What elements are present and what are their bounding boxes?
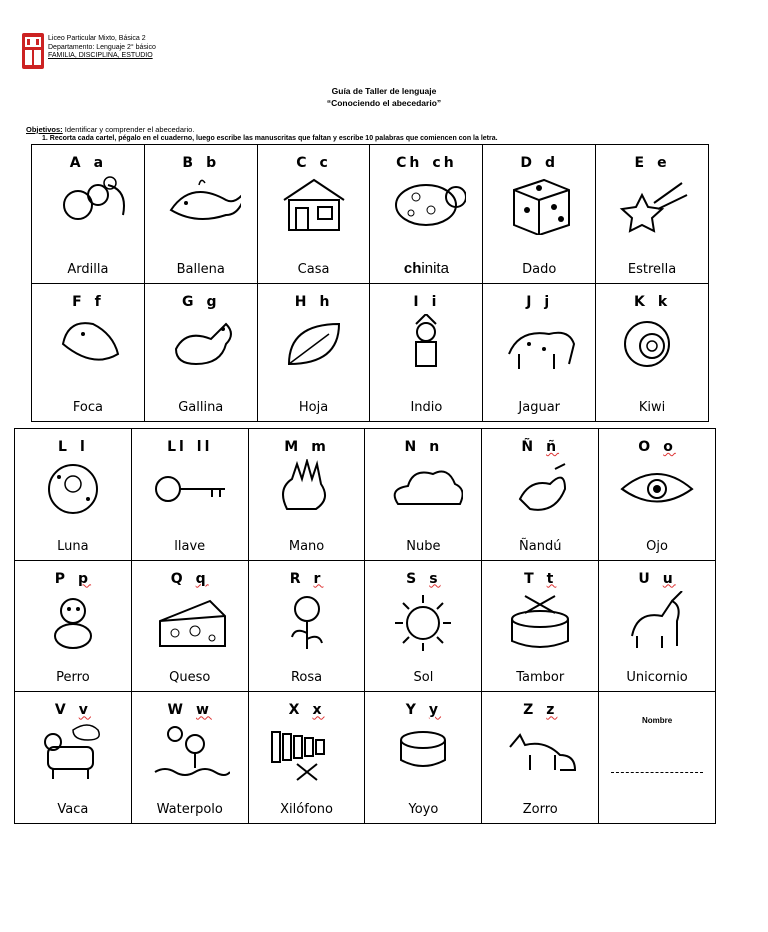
dice-icon: [499, 175, 579, 235]
alphabet-card: [370, 283, 483, 422]
lowercase-letter: p: [78, 570, 92, 587]
card-word: Kiwi: [638, 400, 666, 415]
alphabet-card: [131, 429, 248, 561]
card-word: Waterpolo: [156, 802, 223, 817]
uppercase-letter: C: [296, 155, 310, 171]
instruction: 1. Recorta cada cartel, pégalo en el cuaderno, luego escribe las manuscritas que faltan y escribe 10 palabras que comiencen con la letra.: [42, 135, 498, 142]
alphabet-card: [15, 692, 132, 824]
lowercase-letter: e: [657, 155, 670, 171]
alphabet-card: [131, 560, 248, 692]
uppercase-letter: W: [167, 702, 186, 719]
uppercase-letter: J: [526, 293, 535, 310]
eye-icon: [617, 459, 697, 519]
uppercase-letter: T: [524, 570, 537, 587]
lowercase-letter: g: [206, 293, 220, 310]
school-info: [48, 35, 156, 61]
card-letters: [132, 439, 248, 455]
uppercase-letter: U: [638, 570, 653, 587]
alphabet-card: [483, 283, 596, 422]
alphabet-card: [365, 429, 482, 561]
card-letters: [365, 571, 481, 587]
card-letters: [483, 155, 595, 171]
card-letters: [15, 439, 131, 455]
card-letters: [145, 294, 257, 310]
uppercase-letter: O: [638, 439, 654, 455]
alphabet-card: [483, 145, 596, 284]
lowercase-letter: j: [544, 293, 553, 310]
hen-icon: [161, 314, 241, 374]
alphabet-card: [144, 283, 257, 422]
lowercase-letter: b: [206, 155, 220, 171]
uppercase-letter: P: [54, 570, 69, 587]
card-letters: [599, 439, 715, 455]
house-icon: [274, 175, 354, 235]
dog-icon: [33, 591, 113, 651]
card-word: Mano: [288, 538, 325, 554]
card-letters: [596, 294, 708, 310]
lowercase-letter: u: [662, 570, 676, 587]
lowercase-letter: i: [431, 293, 440, 310]
card-letters: [249, 571, 365, 587]
card-word: Queso: [169, 670, 211, 686]
card-letters: [370, 155, 482, 171]
card-word: Nube: [406, 538, 441, 554]
seal-icon: [48, 314, 128, 374]
rose-icon: [267, 591, 347, 651]
lowercase-letter: k: [657, 293, 671, 310]
alphabet-card: [482, 560, 599, 692]
school-line-1: Liceo Particular Mixto, Básica 2: [48, 35, 146, 42]
card-letters: [32, 155, 144, 171]
alphabet-card: [599, 429, 716, 561]
lowercase-letter: w: [196, 702, 212, 719]
card-letters: [483, 294, 595, 310]
alphabet-card: [131, 692, 248, 824]
name-label: Nombre: [641, 716, 673, 726]
alphabet-card: [370, 145, 483, 284]
card-letters: [482, 571, 598, 587]
uppercase-letter: B: [182, 155, 197, 171]
lowercase-letter: s: [429, 570, 441, 587]
lowercase-letter: ll: [196, 439, 213, 455]
alphabet-card: [596, 145, 709, 284]
card-letters: [15, 702, 131, 718]
card-letters: [596, 155, 708, 171]
kiwi-icon: [612, 314, 692, 374]
alphabet-grid-top: [31, 144, 709, 422]
card-letters: [15, 571, 131, 587]
uppercase-letter: E: [634, 155, 648, 171]
objective-label: Objetivos:: [26, 125, 63, 134]
lowercase-letter: h: [319, 293, 333, 310]
lowercase-letter: ñ: [546, 439, 560, 455]
whale-icon: [161, 175, 241, 235]
uppercase-letter: Ll: [167, 439, 187, 455]
card-letters: [132, 702, 248, 718]
card-word: Luna: [57, 538, 89, 554]
card-word: Indio: [410, 400, 443, 415]
alphabet-card: [32, 283, 145, 422]
hand-icon: [267, 459, 347, 519]
uppercase-letter: H: [294, 293, 310, 310]
card-word: Dado: [522, 261, 557, 277]
uppercase-letter: K: [633, 293, 648, 310]
alphabet-card: [599, 560, 716, 692]
alphabet-card: [257, 145, 370, 284]
school-logo-icon: [22, 33, 44, 69]
card-word: Ardilla: [67, 261, 109, 277]
card-letters: [599, 571, 715, 587]
card-word: [370, 260, 482, 277]
card-word: Hoja: [298, 400, 329, 415]
alphabet-card: [365, 560, 482, 692]
card-letters: [482, 439, 598, 455]
card-word: Ñandú: [519, 538, 562, 554]
page-title: Guía de Taller de lenguaje: [331, 86, 437, 96]
uppercase-letter: Q: [170, 570, 186, 587]
uppercase-letter: X: [288, 702, 303, 719]
alphabet-card: [482, 429, 599, 561]
xylophone-icon: [267, 722, 347, 782]
card-letters: [32, 294, 144, 310]
rhea-icon: [500, 459, 580, 519]
uppercase-letter: D: [520, 155, 536, 171]
indian-icon: [386, 314, 466, 374]
alphabet-card: [365, 692, 482, 824]
alphabet-card: [144, 145, 257, 284]
lowercase-letter: z: [546, 702, 558, 719]
card-word: Ojo: [646, 538, 668, 554]
lowercase-letter: l: [79, 439, 88, 455]
ladybug-icon: [386, 175, 466, 235]
card-word: Yoyo: [408, 802, 439, 817]
card-word: Tambor: [516, 670, 565, 686]
card-word: Casa: [297, 261, 330, 277]
alphabet-card: [32, 145, 145, 284]
card-letters: [145, 155, 257, 171]
lowercase-letter: n: [429, 439, 443, 455]
cloud-icon: [383, 459, 463, 519]
card-word: Foca: [72, 400, 103, 415]
uppercase-letter: Z: [523, 702, 537, 719]
alphabet-card: [599, 692, 716, 824]
lowercase-letter: r: [313, 570, 324, 587]
card-letters: [258, 155, 370, 171]
uppercase-letter: Ch: [396, 155, 423, 171]
card-word: Sol: [413, 670, 434, 686]
uppercase-letter: Y: [405, 702, 419, 719]
objective-text: Identificar y comprender el abecedario.: [62, 125, 195, 134]
uppercase-letter: R: [289, 570, 304, 587]
waterpolo-icon: [150, 722, 230, 782]
lowercase-letter: q: [195, 570, 209, 587]
lowercase-letter: f: [94, 293, 104, 310]
lowercase-letter: c: [319, 155, 331, 171]
school-line-3: FAMILIA, DISCIPLINA, ESTUDIO: [48, 52, 153, 59]
card-letters: [365, 439, 481, 455]
card-word: llave: [174, 538, 206, 554]
card-word: Vaca: [57, 802, 89, 817]
leaf-icon: [274, 314, 354, 374]
cheese-icon: [150, 591, 230, 651]
fox-icon: [500, 722, 580, 782]
uppercase-letter: L: [58, 439, 70, 455]
card-letters: [482, 702, 598, 718]
uppercase-letter: S: [406, 570, 420, 587]
objective: [26, 125, 194, 134]
alphabet-card: [596, 283, 709, 422]
sun-icon: [383, 591, 463, 651]
star-icon: [612, 175, 692, 235]
card-letters: [365, 702, 481, 718]
card-letters: [132, 571, 248, 587]
moon-icon: [33, 459, 113, 519]
alphabet-card: [15, 429, 132, 561]
card-word: Rosa: [290, 670, 323, 686]
alphabet-card: [248, 429, 365, 561]
lowercase-letter: t: [546, 570, 557, 587]
squirrel-icon: [48, 175, 128, 235]
card-word: Xilófono: [280, 802, 333, 817]
page-subtitle: “Conociendo el abecedario”: [326, 98, 442, 108]
word-rest-part: inita: [421, 259, 449, 277]
jaguar-icon: [499, 314, 579, 374]
unicorn-icon: [617, 591, 697, 651]
card-word: Gallina: [178, 400, 224, 415]
lowercase-letter: y: [428, 702, 442, 719]
card-word: Ballena: [176, 261, 225, 277]
yoyo-icon: [383, 722, 463, 782]
lowercase-letter: a: [93, 155, 107, 171]
card-word: Jaguar: [518, 400, 561, 415]
card-word: Perro: [56, 670, 90, 686]
card-letters: [258, 294, 370, 310]
uppercase-letter: A: [69, 155, 84, 171]
card-word: Unicornio: [626, 670, 688, 686]
alphabet-card: [248, 692, 365, 824]
lowercase-letter: v: [78, 702, 91, 719]
lowercase-letter: m: [311, 439, 329, 455]
school-line-2: Departamento: Lenguaje 2° básico: [48, 43, 156, 51]
lowercase-letter: x: [312, 702, 325, 719]
key-icon: [150, 459, 230, 519]
uppercase-letter: Ñ: [521, 439, 537, 455]
card-word: Estrella: [627, 261, 677, 277]
name-line: [611, 772, 703, 773]
uppercase-letter: V: [54, 702, 69, 719]
uppercase-letter: I: [413, 293, 422, 310]
uppercase-letter: G: [181, 293, 197, 310]
lowercase-letter: ch: [432, 155, 457, 171]
card-word: Zorro: [522, 802, 558, 817]
uppercase-letter: F: [72, 293, 85, 310]
drum-icon: [500, 591, 580, 651]
uppercase-letter: N: [404, 439, 420, 455]
word-bold-part: ch: [403, 259, 422, 277]
alphabet-card: [482, 692, 599, 824]
card-letters: [370, 294, 482, 310]
cow-icon: [33, 722, 113, 782]
lowercase-letter: d: [545, 155, 559, 171]
alphabet-card: [248, 560, 365, 692]
alphabet-card: [257, 283, 370, 422]
lowercase-letter: o: [663, 439, 676, 455]
card-letters: [249, 439, 365, 455]
alphabet-card: [15, 560, 132, 692]
alphabet-grid-bottom: [14, 428, 716, 824]
card-letters: [249, 702, 365, 718]
uppercase-letter: M: [284, 439, 302, 455]
